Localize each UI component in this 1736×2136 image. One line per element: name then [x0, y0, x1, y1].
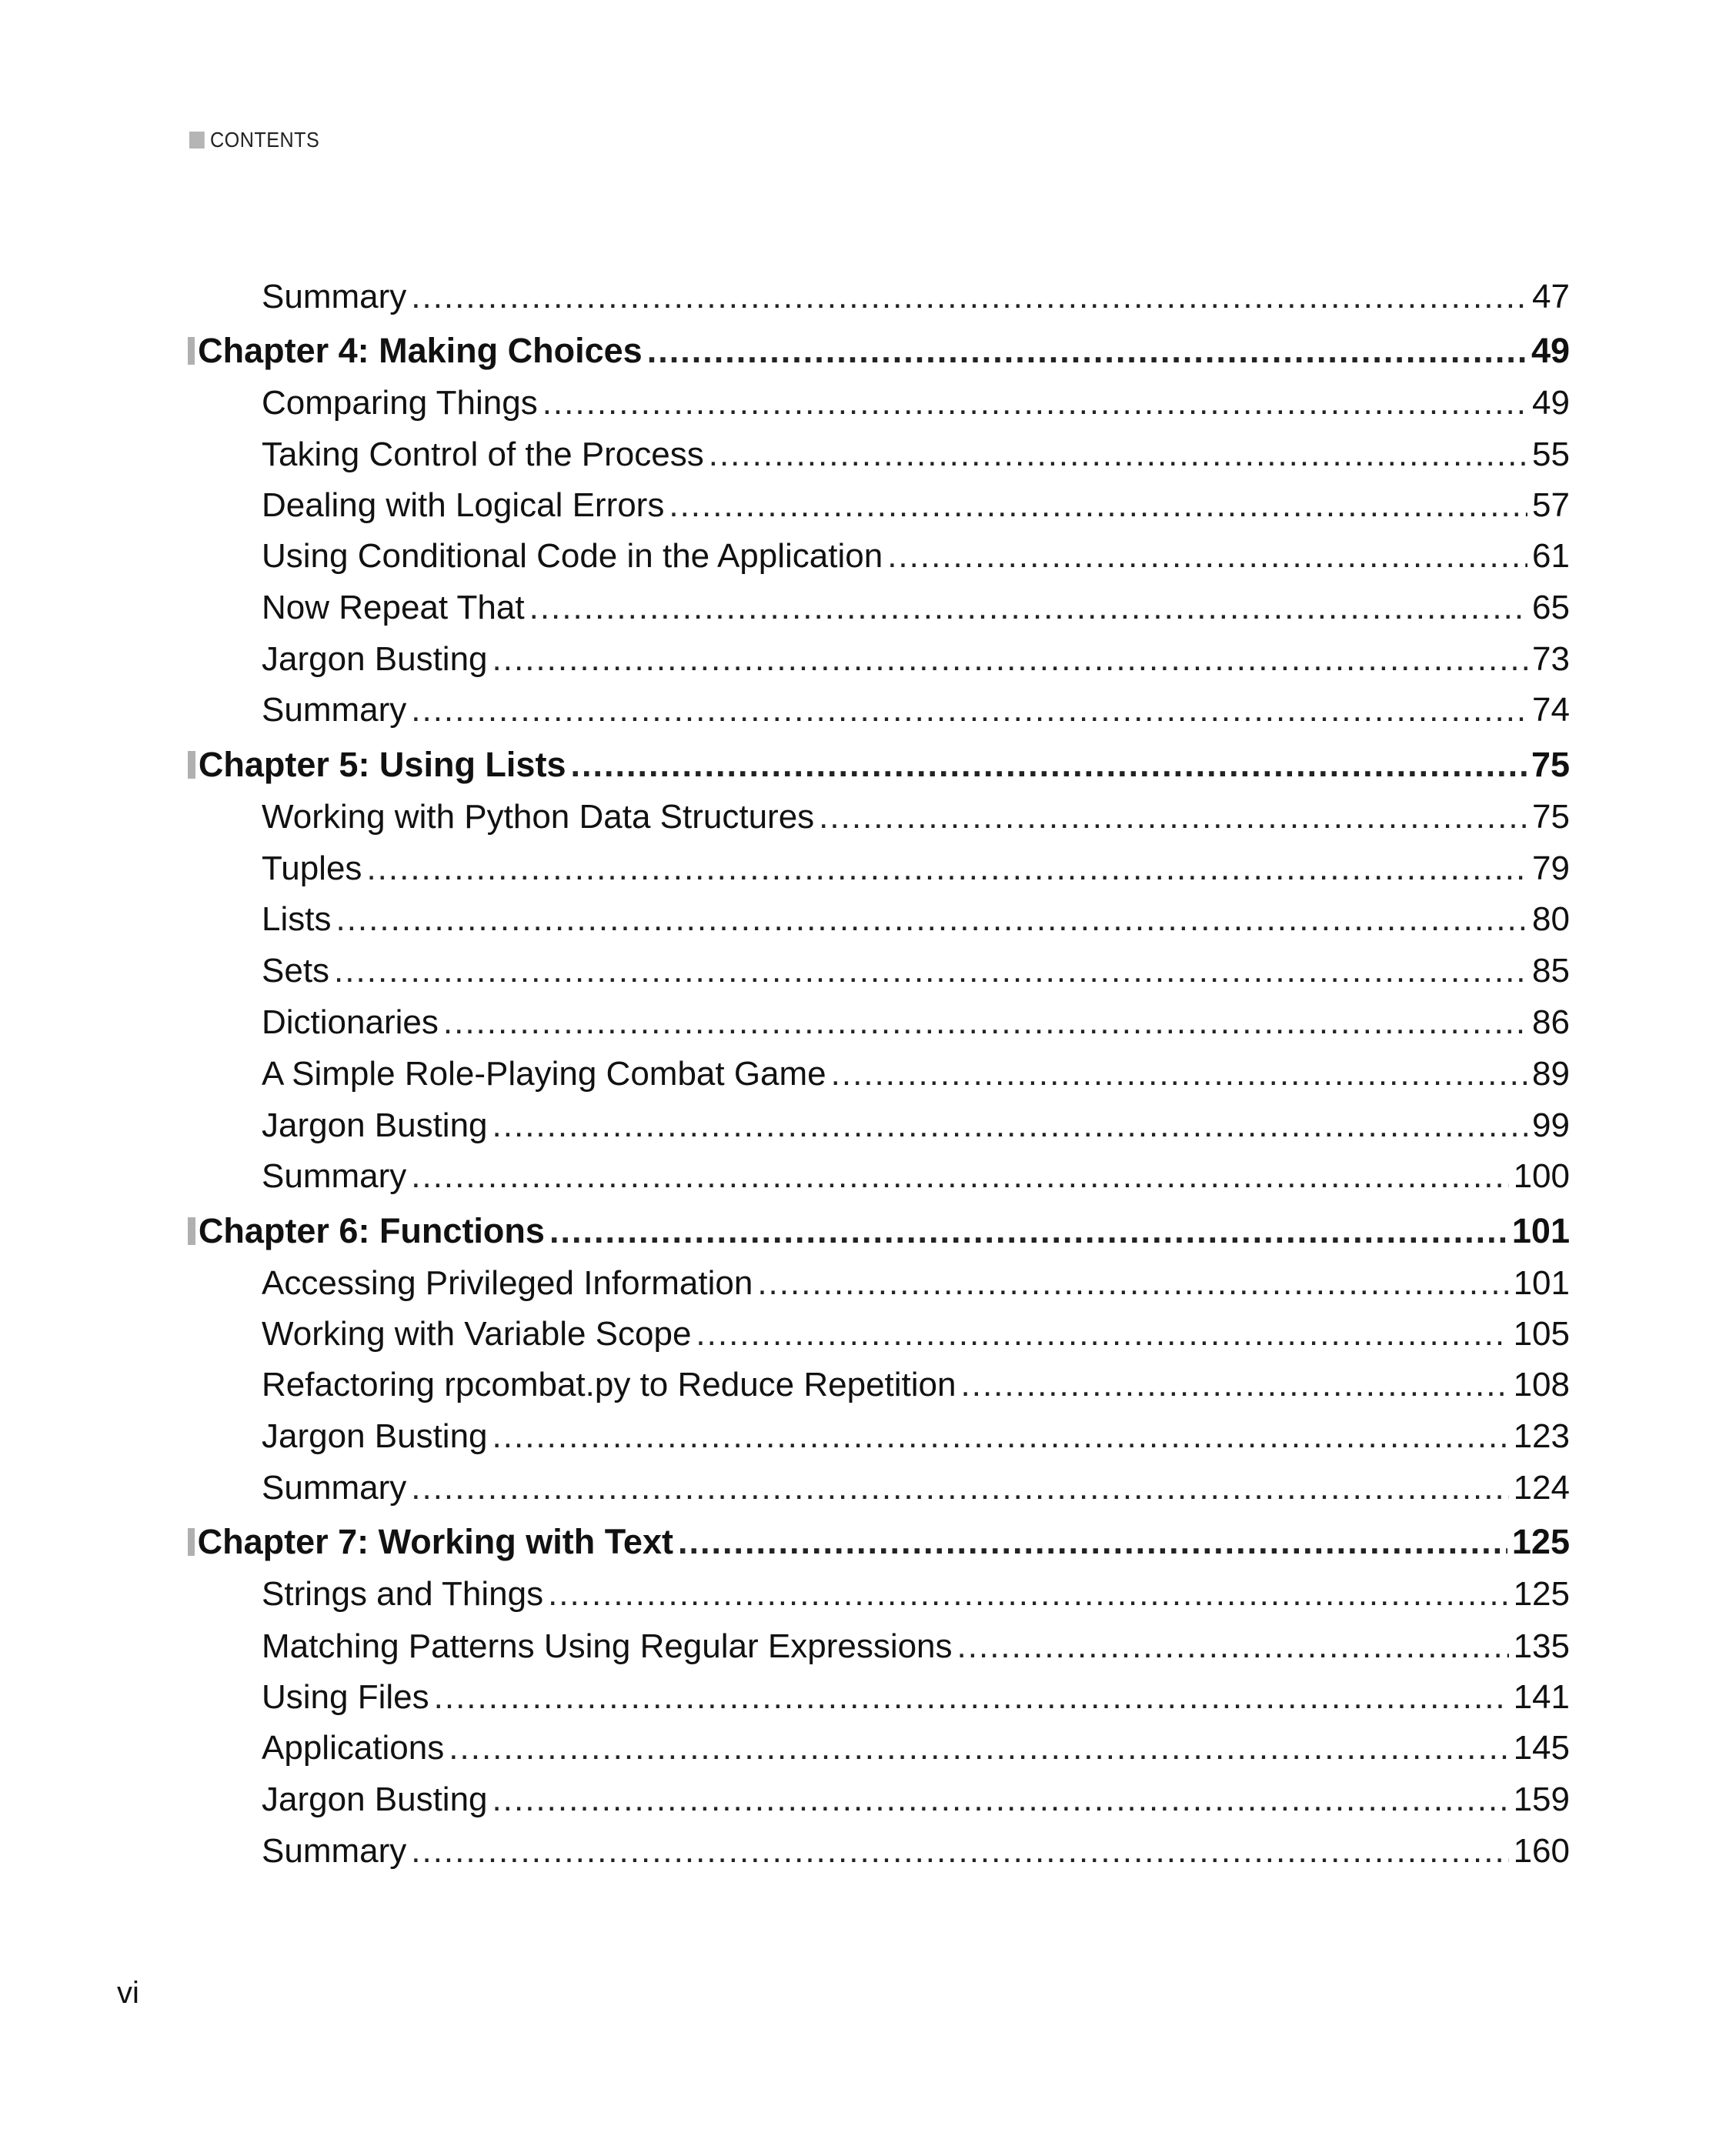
- dot-leader: [492, 1777, 1509, 1823]
- toc-section-entry[interactable]: [262, 1260, 1570, 1307]
- toc-entry-page: 100: [1513, 1157, 1570, 1195]
- toc-entry-title: Tuples: [262, 849, 362, 887]
- toc-section-entry[interactable]: [262, 948, 1570, 994]
- dot-leader: [549, 1208, 1507, 1254]
- dot-leader: [411, 1153, 1508, 1200]
- toc-entry-title: Taking Control of the Process: [262, 436, 704, 473]
- toc-entry-page: 49: [1532, 384, 1570, 422]
- dot-leader: [957, 1624, 1509, 1670]
- toc-entry-page: 57: [1532, 486, 1570, 524]
- dot-leader: [492, 636, 1528, 683]
- toc-entry-page: 75: [1532, 798, 1570, 836]
- toc-entry-page: 75: [1531, 745, 1570, 784]
- dot-leader: [961, 1362, 1509, 1408]
- chapter-square-icon: [188, 337, 195, 365]
- dot-leader: [449, 1725, 1508, 1771]
- toc-section-entry[interactable]: [262, 1153, 1570, 1200]
- toc-entry-title: Summary: [262, 1832, 407, 1870]
- chapter-square-icon: [188, 1217, 195, 1245]
- toc-entry-page: 47: [1532, 278, 1570, 315]
- toc-entry-title: Chapter 7: Working with Text: [197, 1522, 673, 1561]
- toc-entry-page: 125: [1513, 1575, 1570, 1613]
- toc-entry-title: Comparing Things: [262, 384, 538, 422]
- dot-leader: [334, 948, 1527, 994]
- toc-entry-title: Jargon Busting: [262, 1417, 488, 1455]
- toc-entry-page: 160: [1513, 1832, 1570, 1870]
- toc-section-entry[interactable]: [262, 1725, 1570, 1771]
- toc-section-entry[interactable]: [262, 1828, 1570, 1874]
- dot-leader: [819, 794, 1527, 840]
- toc-entry-title: Dealing with Logical Errors: [262, 486, 665, 524]
- toc-entry-title: Using Conditional Code in the Application: [262, 537, 883, 575]
- toc-section-entry[interactable]: [262, 1674, 1570, 1720]
- toc-section-entry[interactable]: [262, 274, 1570, 320]
- toc-section-entry[interactable]: [262, 1000, 1570, 1046]
- toc-chapter-entry[interactable]: [188, 742, 1570, 788]
- dot-leader: [709, 432, 1527, 478]
- toc-entry-title: Summary: [262, 1157, 407, 1195]
- dot-leader: [669, 482, 1527, 529]
- toc-entry-page: 145: [1513, 1729, 1570, 1767]
- toc-section-entry[interactable]: [262, 1624, 1570, 1670]
- dot-leader: [434, 1674, 1509, 1720]
- dot-leader: [647, 328, 1527, 374]
- toc-entry-page: 108: [1513, 1366, 1570, 1403]
- toc-section-entry[interactable]: [262, 1465, 1570, 1511]
- toc-entry-title: Jargon Busting: [262, 1781, 488, 1818]
- toc-entry-page: 89: [1532, 1055, 1570, 1093]
- toc-section-entry[interactable]: [262, 636, 1570, 683]
- toc-entry-title: Summary: [262, 278, 407, 315]
- dot-leader: [443, 1000, 1527, 1046]
- toc-entry-title: Summary: [262, 1469, 407, 1507]
- toc-section-entry[interactable]: [262, 533, 1570, 579]
- page-number: vi: [117, 1976, 139, 2010]
- toc-section-entry[interactable]: [262, 1311, 1570, 1357]
- toc-entry-title: Jargon Busting: [262, 1106, 488, 1144]
- dot-leader: [492, 1413, 1509, 1460]
- toc-entry-page: 105: [1513, 1315, 1570, 1353]
- toc-entry-page: 99: [1532, 1106, 1570, 1144]
- toc-section-entry[interactable]: [262, 896, 1570, 943]
- toc-entry-page: 85: [1532, 952, 1570, 990]
- dot-leader: [411, 687, 1527, 733]
- toc-entry-title: Working with Variable Scope: [262, 1315, 692, 1353]
- dot-leader: [336, 896, 1527, 943]
- toc-section-entry[interactable]: [262, 687, 1570, 733]
- chapter-square-icon: [188, 1528, 195, 1556]
- toc-entry-title: Lists: [262, 900, 332, 938]
- toc-section-entry[interactable]: [262, 1103, 1570, 1149]
- dot-leader: [411, 274, 1527, 320]
- toc-entry-page: 74: [1532, 691, 1570, 729]
- toc-entry-title: Accessing Privileged Information: [262, 1264, 753, 1302]
- toc-entry-page: 86: [1532, 1003, 1570, 1041]
- toc-entry-title: Using Files: [262, 1678, 429, 1716]
- running-header: [189, 128, 319, 152]
- toc-entry-title: Dictionaries: [262, 1003, 439, 1041]
- header-square-icon: [189, 132, 205, 149]
- toc-entry-page: 141: [1513, 1678, 1570, 1716]
- toc-entry-page: 61: [1532, 537, 1570, 575]
- dot-leader: [887, 533, 1527, 579]
- toc-section-entry[interactable]: [262, 482, 1570, 529]
- toc-entry-title: Sets: [262, 952, 330, 990]
- toc-entry-title: Applications: [262, 1729, 445, 1767]
- header-label: CONTENTS: [210, 128, 320, 152]
- toc-section-entry[interactable]: [262, 846, 1570, 892]
- toc-entry-title: Jargon Busting: [262, 640, 488, 678]
- toc-entry-page: 101: [1513, 1264, 1570, 1302]
- toc-entry-title: Chapter 5: Using Lists: [198, 745, 566, 784]
- toc-entry-title: Chapter 6: Functions: [198, 1211, 545, 1250]
- toc-section-entry[interactable]: [262, 1051, 1570, 1097]
- toc-entry-page: 80: [1532, 900, 1570, 938]
- toc-entry-title: Matching Patterns Using Regular Expressions: [262, 1627, 953, 1665]
- toc-entry-title: Refactoring rpcombat.py to Reduce Repetition: [262, 1366, 956, 1403]
- dot-leader: [678, 1519, 1507, 1565]
- dot-leader: [542, 380, 1527, 426]
- dot-leader: [757, 1260, 1508, 1307]
- toc-entry-title: Working with Python Data Structures: [262, 798, 815, 836]
- toc-entry-page: 135: [1513, 1627, 1570, 1665]
- toc-entry-page: 79: [1532, 849, 1570, 887]
- dot-leader: [696, 1311, 1508, 1357]
- toc-entry-page: 125: [1511, 1522, 1570, 1561]
- dot-leader: [529, 585, 1527, 631]
- toc-section-entry[interactable]: [262, 794, 1570, 840]
- toc-entry-page: 65: [1532, 589, 1570, 626]
- toc-entry-title: Strings and Things: [262, 1575, 544, 1613]
- toc-section-entry[interactable]: [262, 585, 1570, 631]
- toc-section-entry[interactable]: [262, 1362, 1570, 1408]
- dot-leader: [492, 1103, 1528, 1149]
- toc-chapter-entry[interactable]: [188, 1208, 1570, 1254]
- dot-leader: [411, 1465, 1508, 1511]
- dot-leader: [831, 1051, 1527, 1097]
- toc-entry-page: 159: [1513, 1781, 1570, 1818]
- toc-entry-title: Now Repeat That: [262, 589, 525, 626]
- toc-entry-page: 49: [1531, 331, 1570, 370]
- toc-section-entry[interactable]: [262, 380, 1570, 426]
- toc-entry-page: 55: [1532, 436, 1570, 473]
- toc-entry-page: 123: [1513, 1417, 1570, 1455]
- toc-entry-title: Chapter 4: Making Choices: [198, 331, 643, 370]
- toc-section-entry[interactable]: [262, 432, 1570, 478]
- dot-leader: [366, 846, 1527, 892]
- toc-entry-page: 124: [1513, 1469, 1570, 1507]
- toc-entry-page: 73: [1532, 640, 1570, 678]
- dot-leader: [570, 742, 1526, 788]
- toc-chapter-entry[interactable]: [188, 328, 1570, 374]
- chapter-square-icon: [188, 751, 195, 779]
- toc-section-entry[interactable]: [262, 1777, 1570, 1823]
- toc-entry-title: Summary: [262, 691, 407, 729]
- toc-section-entry[interactable]: [262, 1571, 1570, 1617]
- toc-entry-page: 101: [1511, 1211, 1570, 1250]
- toc-chapter-entry[interactable]: [188, 1519, 1570, 1565]
- toc-entry-title: A Simple Role-Playing Combat Game: [262, 1055, 826, 1093]
- dot-leader: [411, 1828, 1508, 1874]
- toc-section-entry[interactable]: [262, 1413, 1570, 1460]
- dot-leader: [548, 1571, 1509, 1617]
